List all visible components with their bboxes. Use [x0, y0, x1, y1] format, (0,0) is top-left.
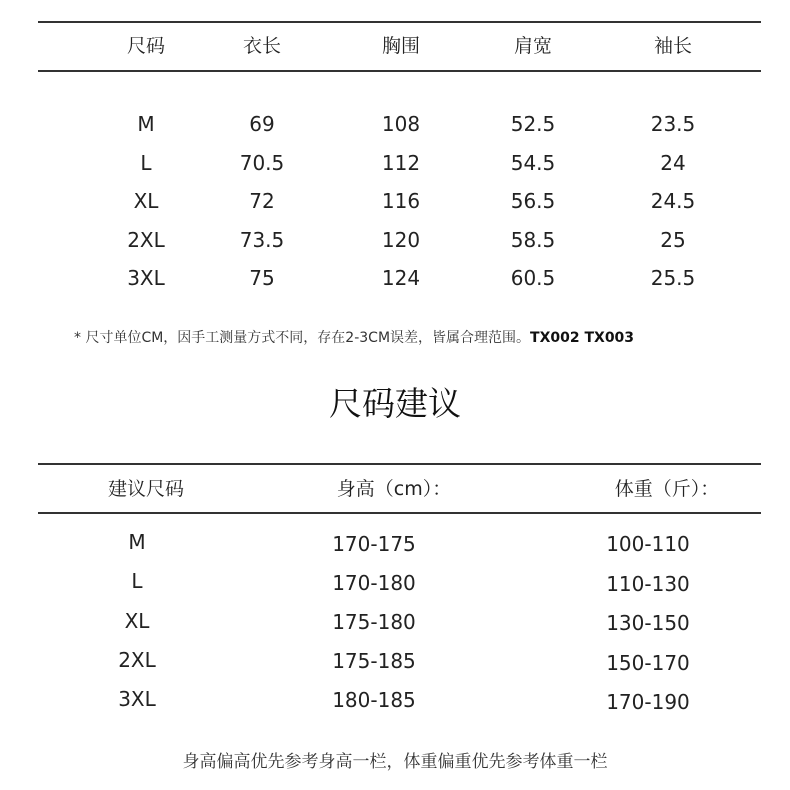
cell-length: 73.5 [239, 228, 285, 252]
section-title: 尺码建议 [329, 384, 461, 423]
cell-size: XL [124, 609, 150, 633]
cell-chest: 116 [381, 189, 421, 213]
cell-size: 2XL [118, 648, 156, 672]
cell-weight: 100-110 [606, 532, 690, 556]
cell-height: 170-175 [332, 532, 416, 556]
cell-size: L [140, 151, 152, 175]
cell-height: 175-185 [332, 649, 416, 673]
cell-chest: 120 [381, 228, 421, 252]
measurement-note [74, 328, 634, 348]
cell-length: 69 [249, 112, 275, 136]
footer-note: 身高偏高优先参考身高一栏，体重偏重优先参考体重一栏 [182, 752, 608, 772]
note-text: * 尺寸单位CM，因手工测量方式不同，存在2-3CM误差，皆属合理范围。 [74, 330, 531, 346]
cell-shoulder: 52.5 [510, 112, 556, 136]
header-height: 身高（cm）： [336, 478, 452, 500]
cell-shoulder: 54.5 [510, 151, 556, 175]
cell-shoulder: 58.5 [510, 228, 556, 252]
cell-length: 75 [249, 266, 275, 290]
header-chest: 胸围 [381, 35, 421, 57]
product-codes: TX002 TX003 [530, 330, 635, 346]
cell-chest: 112 [381, 151, 421, 175]
cell-height: 175-180 [332, 610, 416, 634]
cell-sleeve: 25.5 [650, 266, 696, 290]
header-length: 衣长 [242, 35, 282, 57]
cell-sleeve: 24 [660, 151, 686, 175]
cell-size: L [131, 569, 143, 593]
cell-sleeve: 23.5 [650, 112, 696, 136]
header-rule [38, 70, 761, 72]
cell-size: 3XL [118, 687, 156, 711]
cell-size: XL [133, 189, 159, 213]
cell-sleeve: 24.5 [650, 189, 696, 213]
cell-length: 72 [249, 189, 275, 213]
top-rule [38, 21, 761, 23]
header-sleeve: 袖长 [653, 35, 693, 57]
cell-weight: 110-130 [606, 572, 690, 596]
cell-weight: 150-170 [606, 651, 690, 675]
cell-length: 70.5 [239, 151, 285, 175]
cell-size: M [128, 530, 146, 554]
cell-size: 3XL [127, 266, 165, 290]
cell-chest: 124 [381, 266, 421, 290]
cell-chest: 108 [381, 112, 421, 136]
header-size: 尺码 [126, 35, 166, 57]
header-shoulder: 肩宽 [513, 35, 553, 57]
cell-weight: 130-150 [606, 611, 690, 635]
cell-height: 170-180 [332, 571, 416, 595]
header-weight: 体重（斤）： [614, 478, 720, 500]
cell-height: 180-185 [332, 688, 416, 712]
cell-sleeve: 25 [660, 228, 686, 252]
header-rule [38, 512, 761, 514]
top-rule [38, 463, 761, 465]
header-recommended-size: 建议尺码 [107, 478, 185, 500]
cell-size: M [137, 112, 155, 136]
cell-size: 2XL [127, 228, 165, 252]
cell-shoulder: 56.5 [510, 189, 556, 213]
cell-weight: 170-190 [606, 690, 690, 714]
cell-shoulder: 60.5 [510, 266, 556, 290]
